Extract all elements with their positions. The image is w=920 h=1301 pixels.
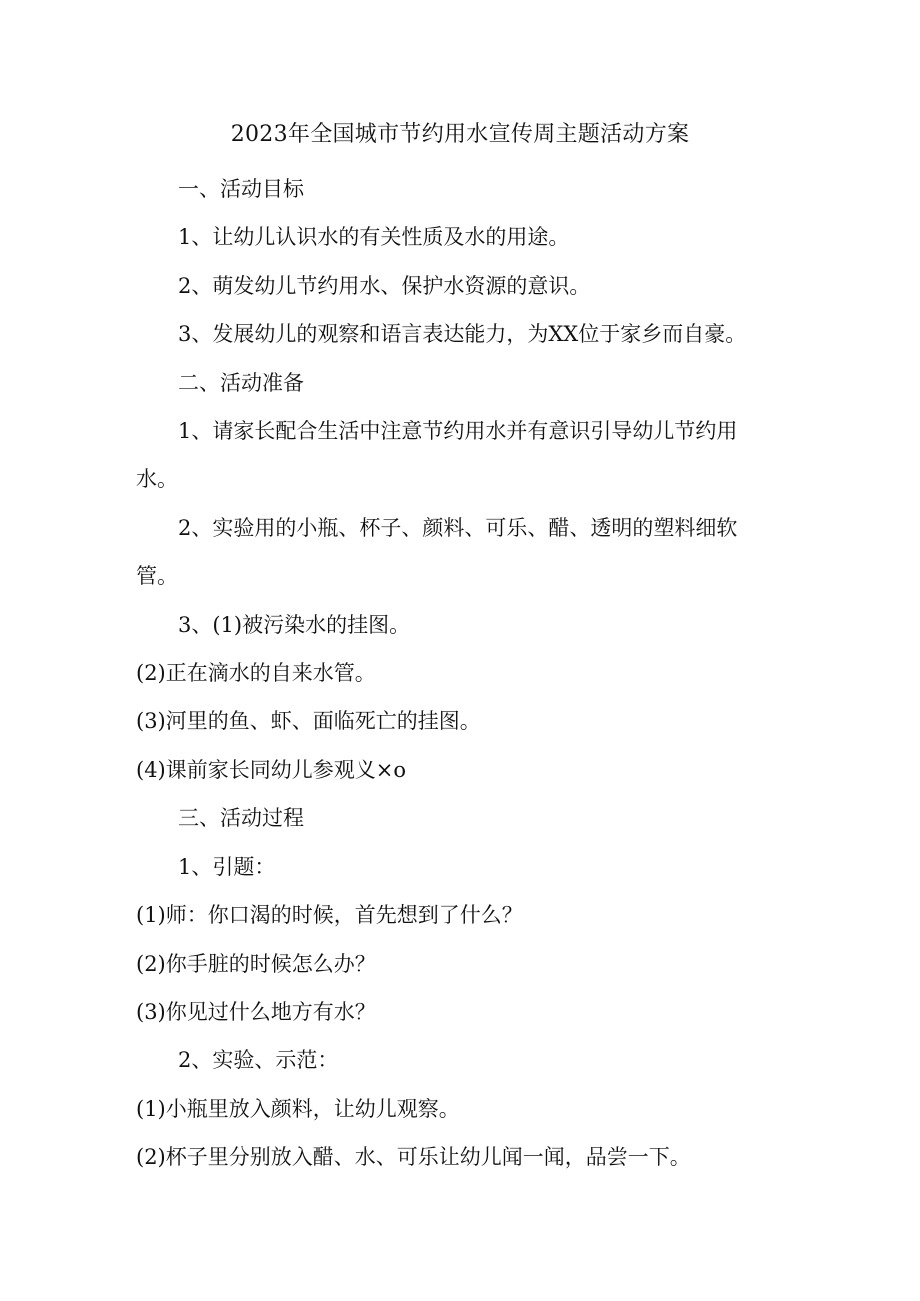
paragraph: (3)河里的鱼、虾、面临死亡的挂图。 (136, 709, 481, 734)
paragraph: 2、实验用的小瓶、杯子、颜料、可乐、醋、透明的塑料细软 (178, 515, 738, 540)
paragraph: 3、(1)被污染水的挂图。 (178, 612, 411, 637)
paragraph: (2)正在滴水的自来水管。 (136, 661, 376, 686)
paragraph: 2、实验、示范： (178, 1048, 339, 1073)
paragraph: 1、让幼儿认识水的有关性质及水的用途。 (178, 225, 570, 250)
paragraph: 1、请家长配合生活中注意节约用水并有意识引导幼儿节约用 (178, 419, 738, 444)
paragraph: 2、萌发幼儿节约用水、保护水资源的意识。 (178, 273, 591, 298)
paragraph: (1)小瓶里放入颜料，让幼儿观察。 (136, 1096, 460, 1121)
paragraph: (1)师：你口渴的时候，首先想到了什么？ (136, 903, 523, 928)
section-heading-preparation: 二、活动准备 (178, 370, 304, 395)
paragraph: (3)你见过什么地方有水？ (136, 999, 376, 1024)
paragraph: (2)杯子里分别放入醋、水、可乐让幼儿闻一闻，品尝一下。 (136, 1145, 691, 1170)
paragraph-continuation: 管。 (136, 564, 178, 589)
paragraph: 1、引题： (178, 854, 276, 879)
section-heading-goals: 一、活动目标 (178, 177, 304, 201)
document-title: 2023年全国城市节约用水宣传周主题活动方案 (230, 122, 690, 147)
section-heading-process: 三、活动过程 (178, 806, 304, 831)
paragraph-continuation: 水。 (136, 467, 178, 492)
paragraph: 3、发展幼儿的观察和语言表达能力，为XX位于家乡而自豪。 (178, 322, 747, 347)
paragraph: (2)你手脏的时候怎么办？ (136, 951, 376, 976)
document-body (136, 165, 776, 1182)
paragraph: (4)课前家长同幼儿参观义×o (136, 757, 406, 782)
